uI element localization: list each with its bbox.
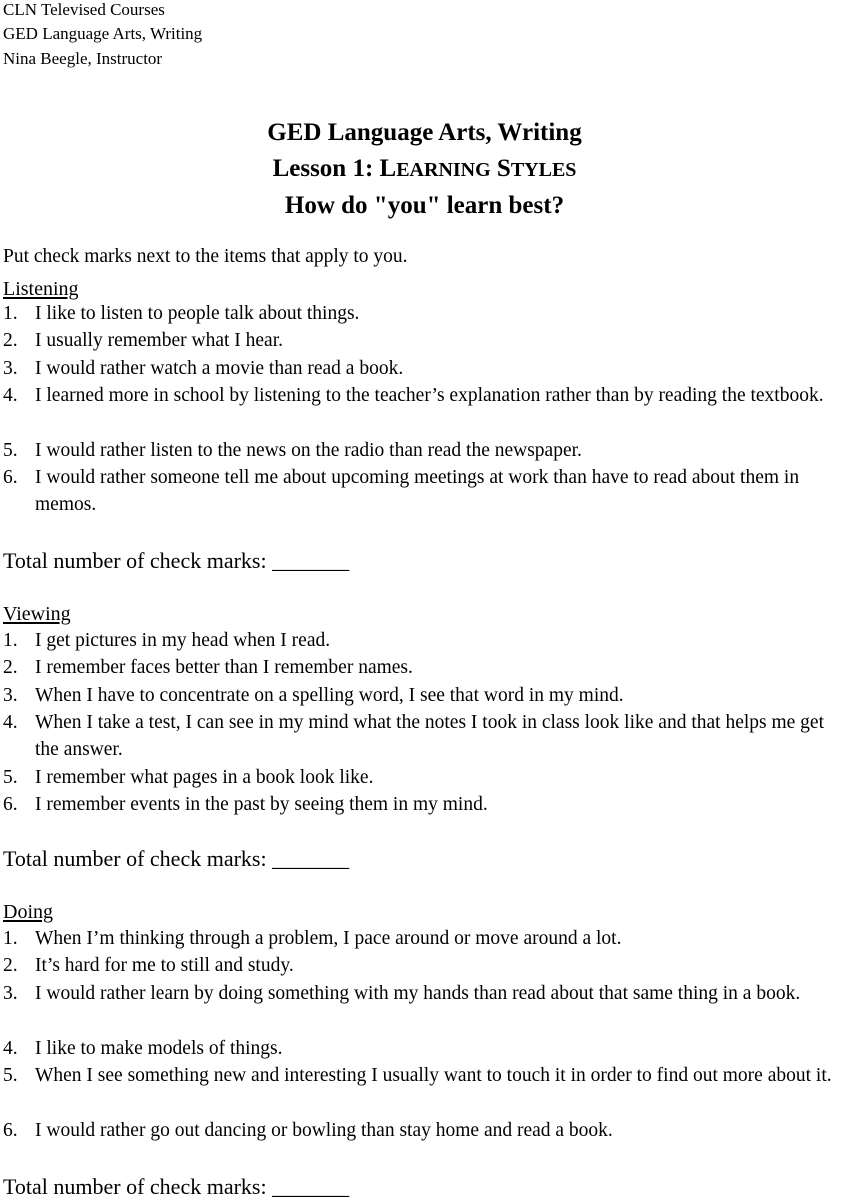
list-item — [3, 654, 849, 681]
item-number: 5. — [3, 1065, 18, 1086]
list-item — [3, 382, 849, 409]
list-item — [3, 627, 849, 654]
document-title: GED Language Arts, Writing — [267, 119, 582, 146]
lesson-prefix: Lesson 1: — [272, 155, 380, 182]
item-text: I like to listen to people talk about things. — [35, 303, 360, 324]
item-number: 1. — [3, 630, 18, 651]
list-item — [3, 464, 849, 519]
lesson-word1-initial: L — [379, 155, 397, 182]
item-number: 1. — [3, 303, 18, 324]
list-item — [3, 980, 849, 1007]
item-text: I remember faces better than I remember names. — [35, 657, 413, 678]
item-text: I remember what pages in a book look like. — [35, 767, 374, 788]
item-text: I would rather watch a movie than read a book. — [35, 358, 404, 379]
item-number: 1. — [3, 928, 18, 949]
list-item — [3, 709, 849, 764]
item-text: I would rather someone tell me about upcoming meetings at work than have to read about them in memos. — [35, 467, 800, 516]
list-item — [3, 327, 849, 354]
item-number: 5. — [3, 440, 18, 461]
item-text: When I have to concentrate on a spelling word, I see that word in my mind. — [35, 685, 624, 706]
list-item — [3, 300, 849, 327]
list-item — [3, 355, 849, 382]
section-heading-viewing: Viewing — [3, 603, 71, 625]
lesson-word1-rest: EARNING — [396, 159, 491, 181]
list-item — [3, 925, 849, 952]
course-subject: GED Language Arts, Writing — [3, 24, 203, 43]
total-check-marks-doing: Total number of check marks: _______ — [3, 1174, 350, 1199]
item-number: 4. — [3, 1038, 18, 1059]
list-item — [3, 1035, 849, 1062]
instructor-name: Nina Beegle, Instructor — [3, 49, 163, 68]
list-item — [3, 791, 849, 818]
item-number: 3. — [3, 685, 18, 706]
item-text: It’s hard for me to still and study. — [35, 955, 294, 976]
item-text: When I’m thinking through a problem, I pace around or move around a lot. — [35, 928, 622, 949]
total-check-marks-viewing: Total number of check marks: _______ — [3, 846, 350, 871]
list-item — [3, 682, 849, 709]
section-heading-listening: Listening — [3, 278, 79, 300]
item-number: 2. — [3, 657, 18, 678]
list-item — [3, 1062, 849, 1089]
instructions: Put check marks next to the items that apply to you. — [3, 246, 408, 267]
item-text: I get pictures in my head when I read. — [35, 630, 331, 651]
item-text: I usually remember what I hear. — [35, 330, 283, 351]
item-number: 3. — [3, 358, 18, 379]
item-number: 5. — [3, 767, 18, 788]
item-number: 4. — [3, 385, 18, 406]
lesson-title — [0, 153, 849, 186]
item-number: 6. — [3, 1120, 18, 1141]
total-check-marks-listening: Total number of check marks: _______ — [3, 548, 350, 573]
item-text: I remember events in the past by seeing them in my mind. — [35, 794, 488, 815]
list-item — [3, 1117, 849, 1144]
item-text: I learned more in school by listening to the teacher’s explanation rather than by reading the textbook. — [35, 385, 824, 406]
item-number: 3. — [3, 983, 18, 1004]
item-text: When I take a test, I can see in my mind what the notes I took in class look like and that helps me get the answer. — [35, 712, 824, 761]
lesson-word2-initial: S — [496, 155, 511, 182]
item-number: 6. — [3, 467, 18, 488]
lesson-word2-rest: TYLES — [510, 159, 577, 181]
item-text: I would rather learn by doing something with my hands than read about that same thing in a book. — [35, 983, 801, 1004]
item-number: 2. — [3, 955, 18, 976]
list-item — [3, 764, 849, 791]
item-text: I would rather listen to the news on the radio than read the newspaper. — [35, 440, 582, 461]
course-name: CLN Televised Courses — [3, 0, 165, 19]
item-number: 2. — [3, 330, 18, 351]
lesson-question: How do "you" learn best? — [284, 192, 565, 219]
item-number: 6. — [3, 794, 18, 815]
item-text: I would rather go out dancing or bowling than stay home and read a book. — [35, 1120, 613, 1141]
section-heading-doing: Doing — [3, 901, 53, 923]
item-text: I like to make models of things. — [35, 1038, 283, 1059]
item-number: 4. — [3, 712, 18, 733]
item-text: When I see something new and interesting I usually want to touch it in order to find out more about it. — [35, 1065, 832, 1086]
list-item — [3, 437, 849, 464]
list-item — [3, 952, 849, 979]
